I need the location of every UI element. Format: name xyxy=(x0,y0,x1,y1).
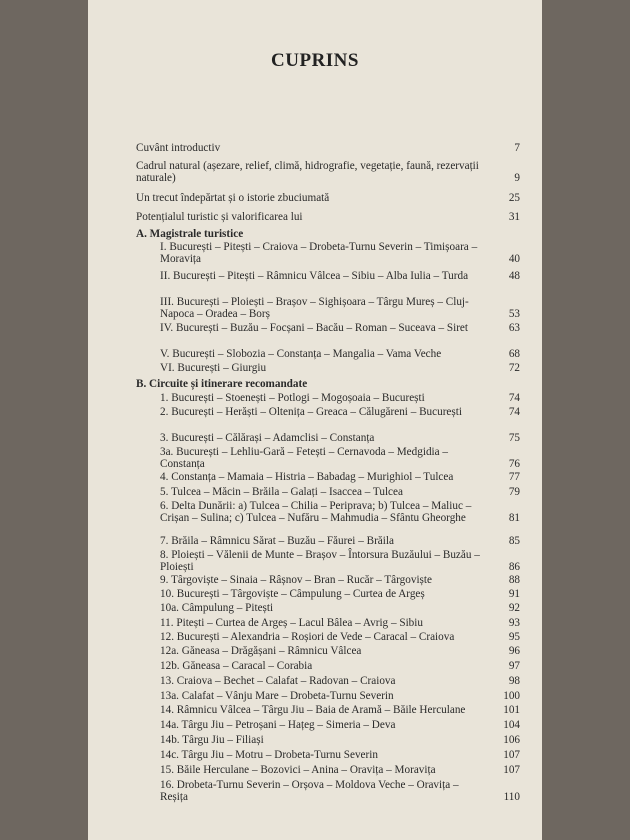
toc-entry xyxy=(160,471,520,483)
toc-entry-title: 8. Ploiești – Vălenii de Munte – Brașov – Întorsura Buzăului – Buzău – Ploiești xyxy=(160,549,480,573)
toc-entry-page-number: 91 xyxy=(508,588,520,600)
toc-entry xyxy=(136,160,520,184)
toc-entry-title: 12b. Găneasa – Caracal – Corabia xyxy=(160,660,313,672)
toc-entry-page-number: 107 xyxy=(503,764,520,776)
toc-entry-title: 3a. București – Lehliu-Gară – Fetești – Cernavoda – Medgidia – Constanța xyxy=(160,446,449,470)
toc-entry-page-number: 40 xyxy=(508,253,520,265)
toc-entry-title: 14b. Târgu Jiu – Filiași xyxy=(160,734,264,746)
toc-entry xyxy=(160,660,520,672)
toc-entry xyxy=(160,362,520,374)
page-title: CUPRINS xyxy=(271,50,359,71)
toc-entry-title: 16. Drobeta-Turnu Severin – Orșova – Moldova Veche – Oravița – Reșița xyxy=(160,779,459,803)
toc-entry xyxy=(160,296,520,320)
book-page xyxy=(88,0,542,840)
toc-entry-title: IV. București – Buzău – Focșani – Bacău – Roman – Suceava – Siret xyxy=(160,322,469,334)
toc-entry-title: 10a. Câmpulung – Pitești xyxy=(160,602,274,614)
toc-entry-title: 4. Constanța – Mamaia – Histria – Babadag – Murighiol – Tulcea xyxy=(160,471,454,483)
toc-entry-page-number: 96 xyxy=(508,645,520,657)
toc-entry-title: III. București – Ploiești – Brașov – Sighișoara – Târgu Mureș – Cluj-Napoca – Oradea – Borș xyxy=(160,296,469,320)
toc-entry-title: II. București – Pitești – Râmnicu Vâlcea – Sibiu – Alba Iulia – Turda xyxy=(160,270,469,282)
toc-entry-page-number: 7 xyxy=(514,142,520,154)
toc-entry xyxy=(160,392,520,404)
toc-entry xyxy=(160,486,520,498)
toc-entry xyxy=(160,764,520,776)
toc-entry-page-number: 88 xyxy=(508,574,520,586)
toc-entry-title: B. Circuite și itinerare recomandate xyxy=(136,378,308,390)
toc-entry-title: 12. București – Alexandria – Roșiori de Vede – Caracal – Craiova xyxy=(160,631,455,643)
toc-entry-page-number: 86 xyxy=(508,561,520,573)
toc-entry-title: Un trecut îndepărtat și o istorie zbuciumată xyxy=(136,192,330,204)
toc-entry-title: V. București – Slobozia – Constanța – Mangalia – Vama Veche xyxy=(160,348,442,360)
toc-entry-page-number: 75 xyxy=(508,432,520,444)
toc-entry xyxy=(160,241,520,265)
toc-entry xyxy=(160,690,520,702)
toc-entry-page-number: 79 xyxy=(508,486,520,498)
toc-entry-page-number: 77 xyxy=(508,471,520,483)
toc-entry xyxy=(160,749,520,761)
toc-entry-page-number: 98 xyxy=(508,675,520,687)
toc-entry-page-number: 68 xyxy=(508,348,520,360)
toc-entry xyxy=(160,617,520,629)
toc-entry-page-number: 48 xyxy=(508,270,520,282)
toc-entry-page-number: 9 xyxy=(514,172,520,184)
toc-entry-page-number: 74 xyxy=(508,392,520,404)
toc-entry xyxy=(136,192,520,204)
toc-entry-title: 14. Râmnicu Vâlcea – Târgu Jiu – Baia de Aramă – Băile Herculane xyxy=(160,704,466,716)
toc-section-heading xyxy=(136,228,520,240)
toc-entry-title: Cuvânt introductiv xyxy=(136,142,221,154)
toc-entry xyxy=(160,348,520,360)
toc-entry-title: 6. Delta Dunării: a) Tulcea – Chilia – Periprava; b) Tulcea – Maliuc – Crișan – Sulina; c) Tulcea – Nufăru – Mahmudia – Sfântu Gheorghe xyxy=(160,500,472,524)
toc-entry-title: A. Magistrale turistice xyxy=(136,228,244,240)
toc-entry-page-number: 25 xyxy=(508,192,520,204)
toc-entry-page-number: 92 xyxy=(508,602,520,614)
toc-entry xyxy=(136,211,520,223)
toc-entry-page-number: 72 xyxy=(508,362,520,374)
toc-entry xyxy=(160,734,520,746)
toc-entry xyxy=(160,549,520,573)
toc-entry-title: 9. Târgoviște – Sinaia – Râșnov – Bran – Rucăr – Târgoviște xyxy=(160,574,432,586)
toc-entry-page-number: 107 xyxy=(503,749,520,761)
toc-entry-title: VI. București – Giurgiu xyxy=(160,362,267,374)
toc-entry-page-number: 93 xyxy=(508,617,520,629)
toc-entry xyxy=(160,779,520,803)
toc-entry xyxy=(160,322,520,334)
toc-entry-title: 1. București – Stoenești – Potlogi – Mogoșoaia – București xyxy=(160,392,425,404)
toc-entry-title: 15. Băile Herculane – Bozovici – Anina – Oravița – Moravița xyxy=(160,764,436,776)
toc-entry-title: 13. Craiova – Bechet – Calafat – Radovan – Craiova xyxy=(160,675,396,687)
toc-section-heading xyxy=(136,378,520,390)
toc-entry-page-number: 110 xyxy=(503,791,520,803)
toc-entry-page-number: 101 xyxy=(503,704,520,716)
toc-entry-page-number: 104 xyxy=(503,719,520,731)
toc-entry-title: 13a. Calafat – Vânju Mare – Drobeta-Turnu Severin xyxy=(160,690,394,702)
toc-entry-title: Cadrul natural (așezare, relief, climă, hidrografie, vegetație, faună, rezervații naturale) xyxy=(136,160,479,184)
toc-entry xyxy=(160,500,520,524)
toc-entry xyxy=(160,446,520,470)
toc-entry-title: 10. București – Târgoviște – Câmpulung – Curtea de Argeș xyxy=(160,588,425,600)
toc-entry xyxy=(136,142,520,154)
toc-entry-page-number: 106 xyxy=(503,734,520,746)
toc-entry xyxy=(160,719,520,731)
toc-entry-page-number: 31 xyxy=(508,211,520,223)
toc-entry xyxy=(160,704,520,716)
toc-entry-page-number: 100 xyxy=(503,690,520,702)
toc-entry-title: 3. București – Călărași – Adamclisi – Constanța xyxy=(160,432,375,444)
toc-entry-page-number: 81 xyxy=(508,512,520,524)
toc-entry-title: 7. Brăila – Râmnicu Sărat – Buzău – Făurei – Brăila xyxy=(160,535,394,547)
toc-entry-page-number: 76 xyxy=(508,458,520,470)
toc-entry-page-number: 74 xyxy=(508,406,520,418)
toc-entry xyxy=(160,406,520,418)
toc-entry-page-number: 63 xyxy=(508,322,520,334)
toc-entry xyxy=(160,588,520,600)
toc-entry-title: 12a. Găneasa – Drăgășani – Râmnicu Vâlcea xyxy=(160,645,362,657)
toc-entry-page-number: 85 xyxy=(508,535,520,547)
toc-entry xyxy=(160,602,520,614)
toc-entry-title: 11. Pitești – Curtea de Argeș – Lacul Bâlea – Avrig – Sibiu xyxy=(160,617,423,629)
toc-entry xyxy=(160,631,520,643)
toc-entry-title: 14c. Târgu Jiu – Motru – Drobeta-Turnu Severin xyxy=(160,749,378,761)
toc-entry-title: 14a. Târgu Jiu – Petroșani – Hațeg – Simeria – Deva xyxy=(160,719,396,731)
toc-entry-title: I. București – Pitești – Craiova – Drobeta-Turnu Severin – Timișoara – Moravița xyxy=(160,241,478,265)
toc-entry-title: Potențialul turistic și valorificarea lui xyxy=(136,211,303,223)
toc-entry xyxy=(160,574,520,586)
toc-entry xyxy=(160,535,520,547)
toc-entry-page-number: 97 xyxy=(508,660,520,672)
toc-entry-title: 5. Tulcea – Măcin – Brăila – Galați – Isaccea – Tulcea xyxy=(160,486,403,498)
toc-entry xyxy=(160,645,520,657)
toc-entry-title: 2. București – Herăști – Oltenița – Greaca – Călugăreni – București xyxy=(160,406,462,418)
toc-entry xyxy=(160,270,520,282)
toc-entry xyxy=(160,675,520,687)
toc-entry xyxy=(160,432,520,444)
toc-entry-page-number: 53 xyxy=(508,308,520,320)
toc-entry-page-number: 95 xyxy=(508,631,520,643)
